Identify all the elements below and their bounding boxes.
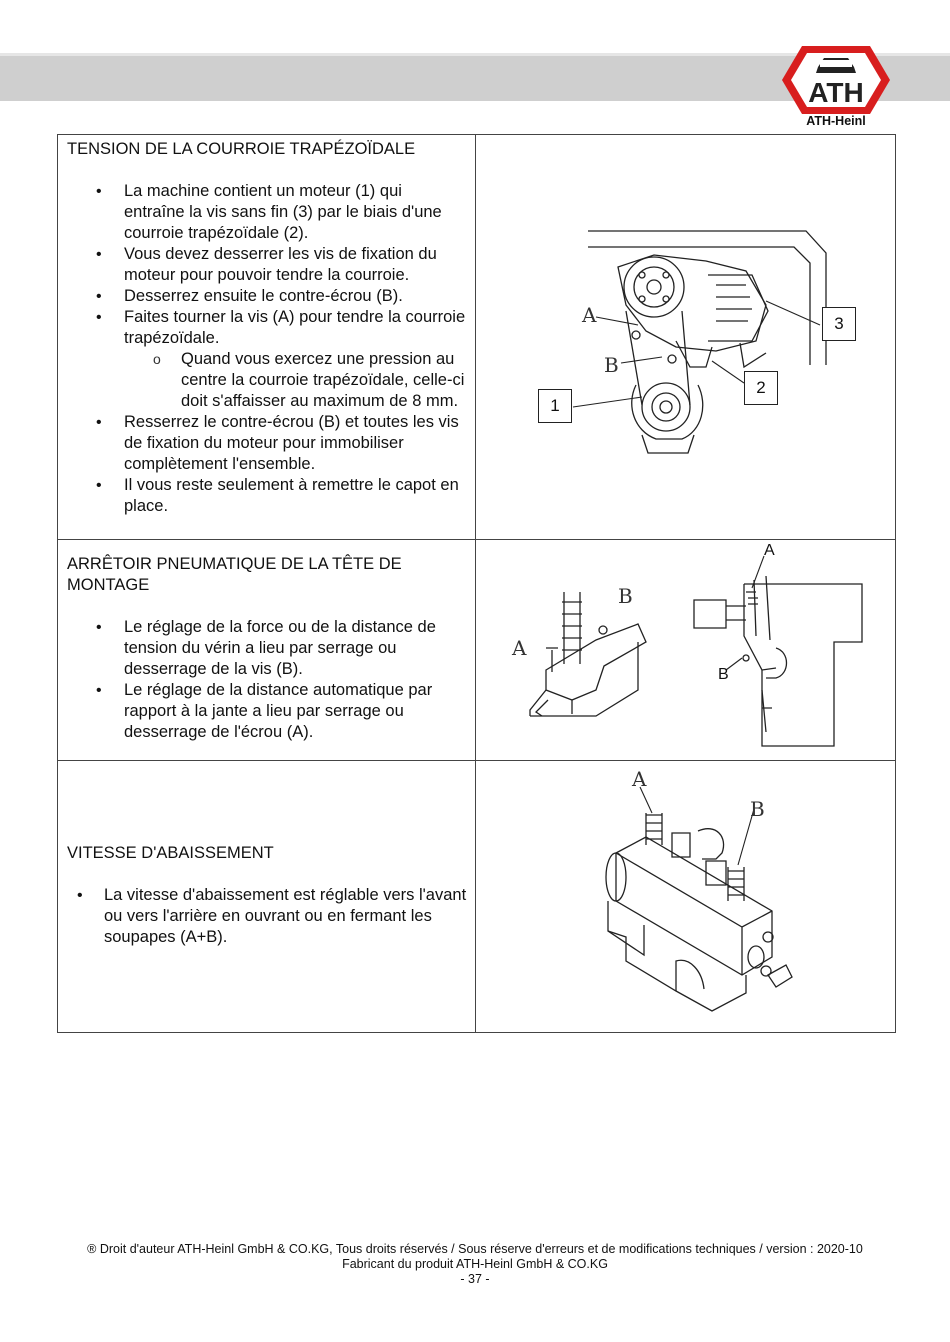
bullet-list [67, 885, 467, 948]
list-item-text: Faites tourner la vis (A) pour tendre la courroie trapézoïdale. [124, 308, 466, 347]
section-title: TENSION DE LA COURROIE TRAPÉZOÏDALE [67, 140, 416, 158]
list-item: • Resserrez le contre-écrou (B) et toutes les vis de fixation du moteur pour immobiliser complètement l'ensemble. [124, 412, 467, 475]
lowering-speed-valve-drawing [476, 761, 895, 1032]
list-item [124, 307, 467, 412]
label-left-a: A [512, 636, 527, 660]
footer-manufacturer: Fabricant du produit ATH-Heinl GmbH & CO.KG [342, 1257, 608, 1271]
bullet-list [67, 617, 467, 743]
list-item: • Vous devez desserrer les vis de fixation du moteur pour pouvoir tendre la courroie. [124, 244, 467, 286]
list-item: • Desserrez ensuite le contre-écrou (B). [124, 286, 467, 307]
sub-list-item: o Quand vous exercez une pression au centre la courroie trapézoïdale, celle-ci doit s'affaisser au maximum de 8 mm. [181, 349, 467, 412]
text-cell [58, 540, 476, 761]
list-item: • Le réglage de la distance automatique par rapport à la jante a lieu par serrage ou desserrage de l'écrou (A). [124, 680, 467, 743]
callout-2: 2 [744, 371, 778, 405]
label-right-b: B [718, 666, 729, 683]
list-item: • Le réglage de la force ou de la distance de tension du vérin a lieu par serrage ou desserrage de la vis (B). [124, 617, 467, 680]
label-b: B [604, 353, 619, 377]
list-item: • La vitesse d'abaissement est réglable vers l'avant ou vers l'arrière en ouvrant ou en fermant les soupapes (A+B). [104, 885, 467, 948]
page-number: - 37 - [460, 1272, 490, 1286]
label-right-a: A [764, 542, 775, 559]
text-cell [58, 135, 476, 540]
label-a: A [582, 303, 597, 327]
label-left-b: B [618, 584, 633, 608]
instructions-table [57, 134, 896, 1033]
logo-caption: ATH-Heinl [806, 114, 866, 128]
sub-bullet-list [124, 349, 467, 412]
callout-3: 3 [822, 307, 856, 341]
list-item: • La machine contient un moteur (1) qui entraîne la vis sans fin (3) par le biais d'une courroie trapézoïdale (2). [124, 181, 467, 244]
label-a: A [632, 767, 647, 791]
text-cell [58, 761, 476, 1033]
list-item: • Il vous reste seulement à remettre le capot en place. [124, 475, 467, 517]
figure-cell [476, 540, 896, 761]
figure-cell [476, 135, 896, 540]
logo-text: ATH [808, 77, 864, 108]
section-title: ARRÊTOIR PNEUMATIQUE DE LA TÊTE DE MONTAGE [67, 555, 402, 594]
table-row [58, 761, 896, 1033]
section-title: VITESSE D'ABAISSEMENT [67, 844, 274, 862]
table-row [58, 135, 896, 540]
pneumatic-stop-drawing [476, 540, 895, 760]
footer-copyright: ® Droit d'auteur ATH-Heinl GmbH & CO.KG, Tous droits réservés / Sous réserve d'erreurs et de modifications techniques / version : 2020-10 [87, 1242, 863, 1256]
bullet-list [67, 181, 467, 517]
table-row [58, 540, 896, 761]
callout-1: 1 [538, 389, 572, 423]
figure-cell [476, 761, 896, 1033]
label-b: B [750, 797, 765, 821]
